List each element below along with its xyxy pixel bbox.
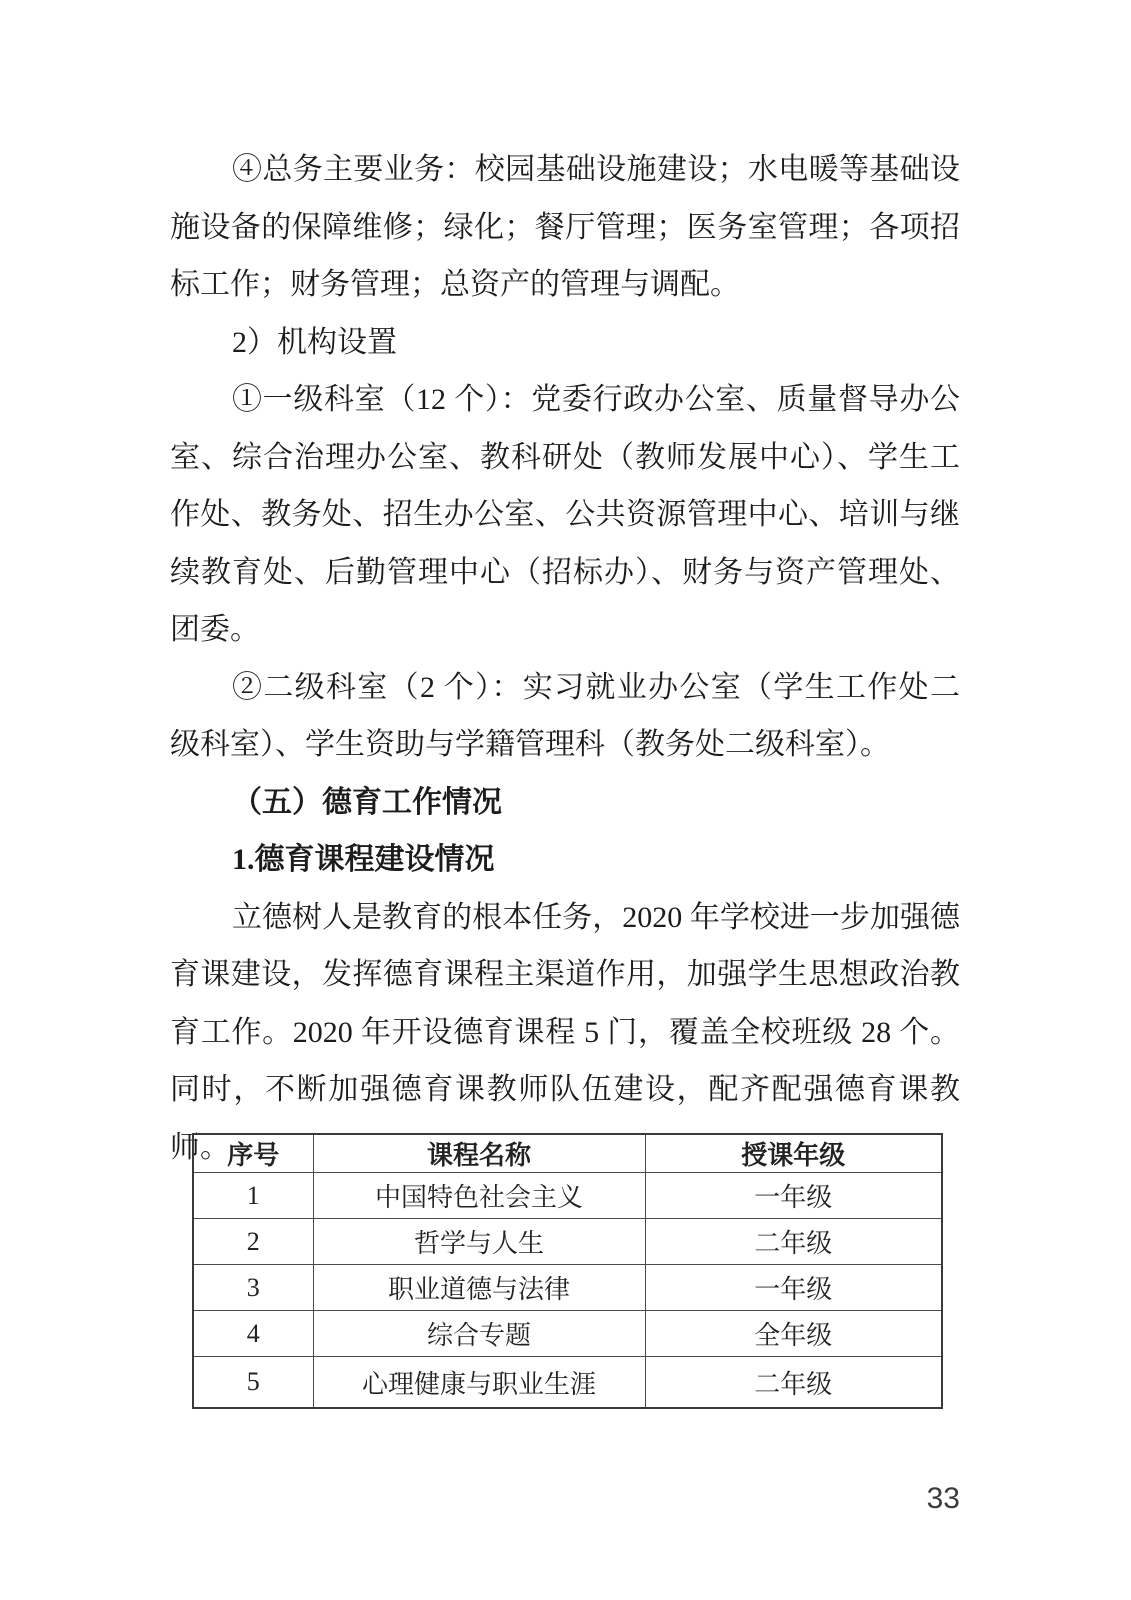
text-line: 育课建设，发挥德育课程主渠道作用，加强学生思想政治教 [170,958,960,991]
table-row [193,1311,942,1357]
moral-education-courses-table [192,1133,943,1409]
course-name-cell: 哲学与人生 [313,1219,645,1265]
body-paragraph [170,371,960,659]
course-name-cell: 心理健康与职业生涯 [313,1357,645,1409]
table-body [193,1173,942,1409]
text-line: 施设备的保障维修；绿化；餐厅管理；医务室管理；各项招 [170,210,960,244]
row-number-cell: 5 [193,1357,313,1409]
page-number: 33 [926,1482,960,1515]
section-heading [170,831,960,889]
grade-cell: 全年级 [645,1311,942,1357]
course-name-cell: 职业道德与法律 [313,1265,645,1311]
course-name-cell: 中国特色社会主义 [313,1173,645,1219]
course-name-cell: 综合专题 [313,1311,645,1357]
row-number-cell: 4 [193,1311,313,1357]
body-paragraph [170,314,960,372]
table-row [193,1265,942,1311]
text-line: 2）机构设置 [232,325,397,359]
column-header: 课程名称 [313,1134,645,1173]
text-line: ②二级科室（2 个）：实习就业办公室（学生工作处二 [232,670,960,704]
text-line: 育工作。2020 年开设德育课程 5 门，覆盖全校班级 28 个。 [170,1015,960,1049]
text-line: 团委。 [170,613,260,646]
column-header: 序号 [193,1134,313,1173]
grade-cell: 二年级 [645,1219,942,1265]
text-line: 立德树人是教育的根本任务，2020 年学校进一步加强德 [232,900,960,934]
table-header [193,1134,942,1173]
text-line: 同时，不断加强德育课教师队伍建设，配齐配强德育课教师。 [170,1073,960,1164]
text-line: 续教育处、后勤管理中心（招标办）、财务与资产管理处、 [170,555,960,589]
column-header: 授课年级 [645,1134,942,1173]
table-header-row [193,1134,942,1173]
row-number-cell: 1 [193,1173,313,1219]
grade-cell: 一年级 [645,1265,942,1311]
row-number-cell: 3 [193,1265,313,1311]
body-paragraph [170,659,960,774]
text-line: 级科室）、学生资助与学籍管理科（教务处二级科室）。 [170,728,890,761]
text-line: ④总务主要业务：校园基础设施建设；水电暖等基础设 [232,153,960,186]
table-row [193,1357,942,1409]
heading-line: （五）德育工作情况 [232,785,502,819]
grade-cell: 一年级 [645,1173,942,1219]
row-number-cell: 2 [193,1219,313,1265]
text-content [170,141,960,1176]
text-line: 标工作；财务管理；总资产的管理与调配。 [170,268,740,301]
text-line: 作处、教务处、招生办公室、公共资源管理中心、培训与继 [170,498,960,531]
section-heading [170,774,960,832]
text-line: 室、综合治理办公室、教科研处（教师发展中心）、学生工 [170,440,960,474]
heading-line: 1.德育课程建设情况 [232,843,495,876]
table-row [193,1173,942,1219]
body-paragraph [170,141,960,314]
table-row [193,1219,942,1265]
text-line: ①一级科室（12 个）：党委行政办公室、质量督导办公 [232,383,960,416]
grade-cell: 二年级 [645,1357,942,1409]
